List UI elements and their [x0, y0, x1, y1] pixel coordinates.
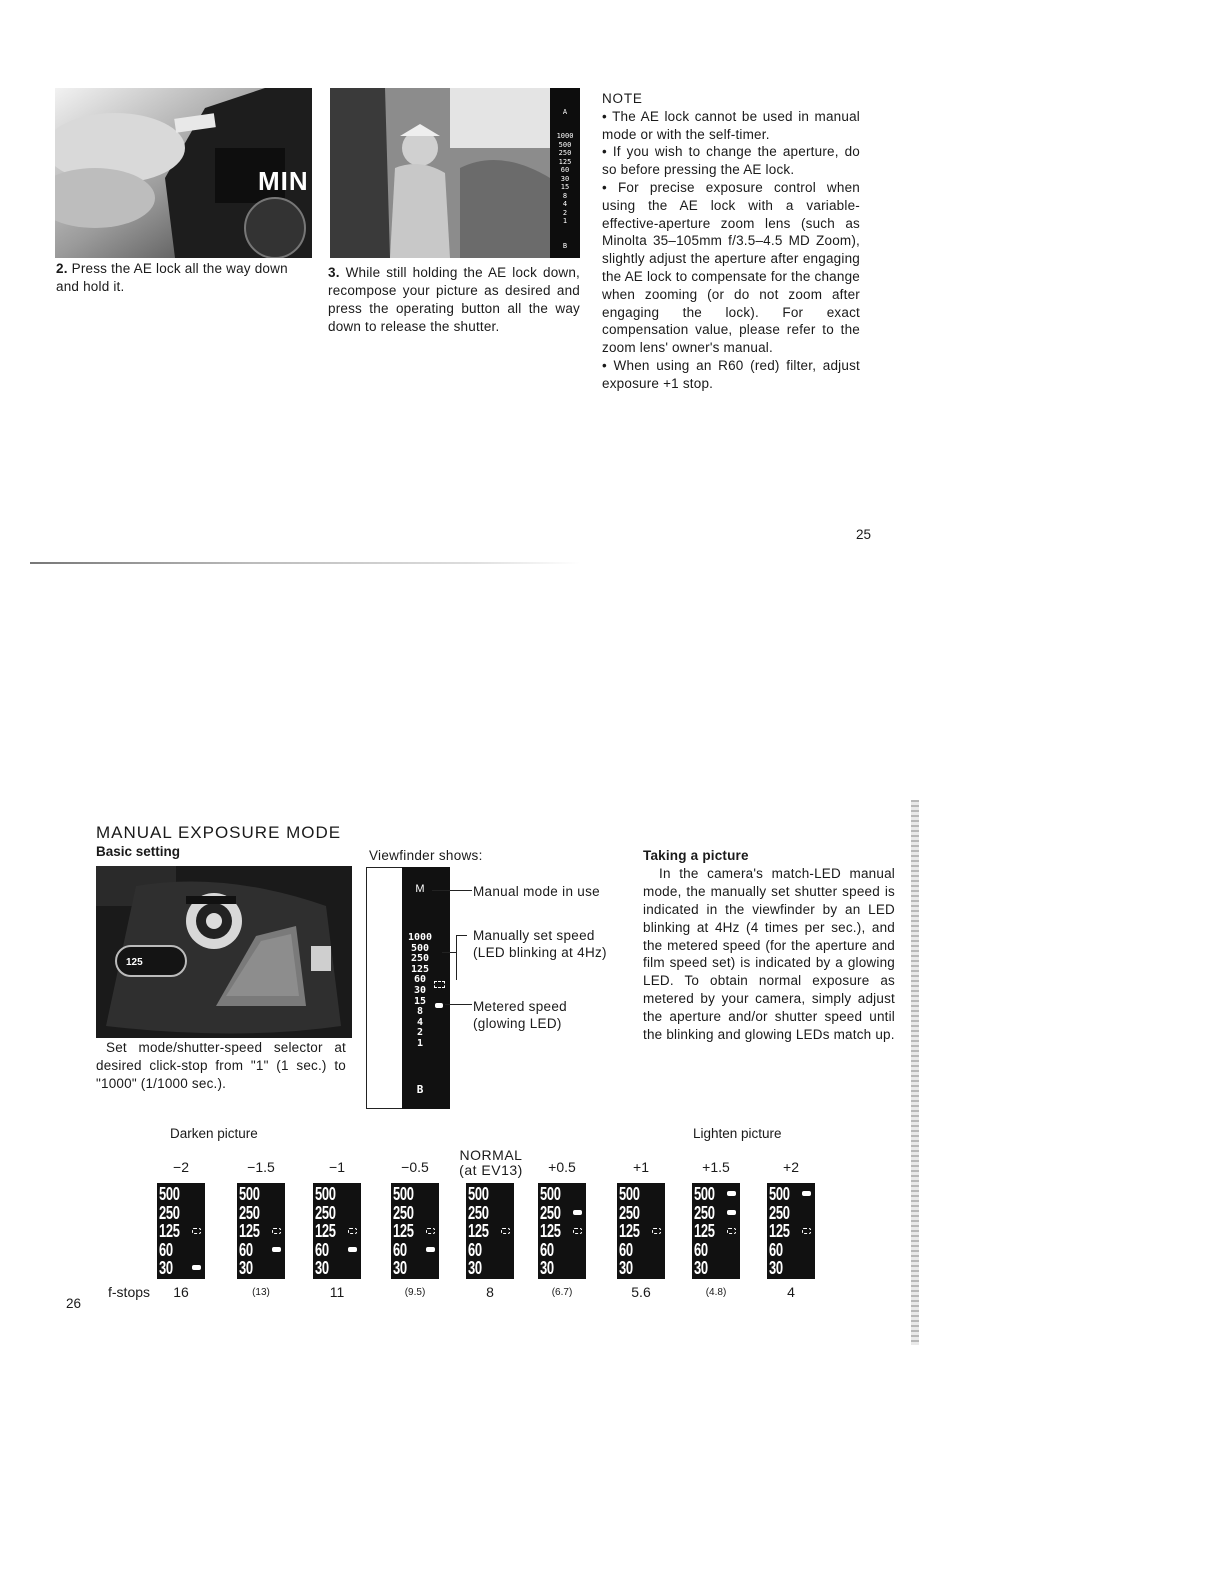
- photo-scale-value: 250: [558, 149, 572, 157]
- viewfinder-glow-led: [435, 1003, 443, 1008]
- ev-glow-led: [348, 1247, 357, 1252]
- note-item-2: • If you wish to change the aperture, do so before pressing the AE lock.: [602, 144, 860, 178]
- ev-speed-value: 500: [468, 1184, 489, 1204]
- ev-speed-value: 125: [159, 1221, 180, 1241]
- ev-speed-value: 125: [468, 1221, 489, 1241]
- lead-line-metered: [445, 1004, 472, 1005]
- ev-speed-value: 500: [393, 1184, 414, 1204]
- ev-blink-led: [272, 1228, 281, 1234]
- viewfinder-speed-value: 250: [410, 953, 430, 965]
- ev-blink-led: [802, 1228, 811, 1234]
- note-box: [602, 90, 860, 393]
- vf-label-set-speed: Manually set speed: [473, 928, 595, 943]
- photo-brand-text: MIN: [258, 166, 309, 196]
- fstop-value: (6.7): [551, 1287, 573, 1298]
- photo-camera-illustration: [96, 866, 352, 1038]
- page-number-25: 25: [856, 527, 872, 542]
- ev-viewfinder-column: [391, 1183, 439, 1279]
- vf-label-set-speed-detail: (LED blinking at 4Hz): [473, 945, 607, 960]
- ev-glow-led: [272, 1247, 281, 1252]
- photo-scale-value: 15: [560, 183, 570, 191]
- photo-scale-value: 2: [562, 208, 568, 217]
- bracket-set-speed: [456, 935, 467, 980]
- ev-speed-value: 125: [769, 1221, 790, 1241]
- normal-label-line1: NORMAL: [459, 1147, 523, 1163]
- viewfinder-mode-m: M: [415, 883, 425, 895]
- ev-blink-led: [192, 1228, 201, 1234]
- viewfinder-bulb: B: [416, 1083, 424, 1096]
- caption-step-3-number: 3.: [328, 265, 340, 280]
- ev-label: +1: [633, 1159, 649, 1175]
- page-divider: [30, 562, 580, 564]
- viewfinder-speed-value: 15: [413, 995, 427, 1007]
- scan-edge: [911, 800, 919, 1345]
- caption-step-3-text: While still holding the AE lock down, recompose your picture as desired and press the operating button all the way down to release the shutter.: [328, 265, 581, 334]
- note-item-1: • The AE lock cannot be used in manual mode or with the self-timer.: [602, 108, 860, 142]
- ev-viewfinder-column: [313, 1183, 361, 1279]
- photo-scale-value: 30: [560, 174, 570, 183]
- ev-speed-value: 125: [315, 1221, 336, 1241]
- photo-scale-value: 1: [562, 217, 568, 225]
- photo-scale-value: 500: [558, 140, 572, 149]
- ev-speed-value: 125: [619, 1221, 640, 1241]
- page-number-26: 26: [66, 1296, 82, 1311]
- ev-speed-value: 250: [159, 1202, 180, 1223]
- fstop-value: (9.5): [404, 1287, 426, 1298]
- ev-speed-value: 250: [694, 1202, 715, 1223]
- ev-speed-value: 500: [540, 1184, 561, 1204]
- photo-scale-value: 125: [558, 157, 572, 166]
- ev-viewfinder-column: [466, 1183, 514, 1279]
- viewfinder-speed-value: 500: [410, 942, 430, 954]
- ev-blink-led: [573, 1228, 582, 1234]
- basic-setting-heading: Basic setting: [96, 844, 181, 859]
- ev-speed-value: 125: [540, 1221, 561, 1241]
- note-item-3: • For precise exposure control when using the AE lock with a variable-effective-aperture zoom lens (such as Minolta 35–105mm f/3.5–4.5 MD Zoom), slightly adjust the aperture after engaging the AE lock to compensate for the change when zooming (or do not zoom after engaging the lock). For exact compensation value, please refer to the zoom lens' owner's manual.: [602, 179, 860, 356]
- ev-speed-value: 250: [540, 1202, 561, 1223]
- viewfinder-blink-led: [434, 981, 445, 988]
- fstop-value: 5.6: [631, 1284, 651, 1300]
- ev-speed-value: 60: [540, 1239, 554, 1260]
- fstop-value: 4: [787, 1284, 795, 1300]
- ev-blink-led: [652, 1228, 661, 1234]
- ev-speed-value: 30: [315, 1258, 329, 1278]
- ev-speed-value: 30: [239, 1258, 253, 1278]
- note-item-4: • When using an R60 (red) filter, adjust exposure +1 stop.: [602, 357, 860, 391]
- ev-label: +2: [783, 1159, 799, 1175]
- ev-speed-value: 500: [315, 1184, 336, 1204]
- ev-viewfinder-column: [237, 1183, 285, 1279]
- ev-speed-value: 500: [769, 1184, 790, 1204]
- ev-label: +1.5: [702, 1159, 730, 1175]
- ev-glow-led: [192, 1265, 201, 1270]
- camera-dial-label: 125: [126, 957, 143, 968]
- ev-viewfinder-column: [617, 1183, 665, 1279]
- ev-label: −0.5: [401, 1159, 429, 1175]
- caption-step-3: [328, 264, 580, 336]
- caption-step-2: [56, 260, 308, 296]
- ev-glow-led: [727, 1191, 736, 1196]
- ev-speed-value: 60: [159, 1239, 173, 1260]
- taking-picture-title: Taking a picture: [643, 848, 749, 863]
- ev-speed-value: 500: [159, 1184, 180, 1204]
- ev-speed-value: 500: [619, 1184, 640, 1204]
- viewfinder-speed-value: 4: [416, 1016, 424, 1028]
- vf-label-metered-detail: (glowing LED): [473, 1016, 562, 1031]
- photo-woman-tree: [330, 88, 580, 258]
- darken-label: Darken picture: [170, 1126, 258, 1141]
- caption-step-2-text: Press the AE lock all the way down and hold it.: [56, 261, 288, 294]
- ev-speed-value: 30: [769, 1258, 783, 1278]
- normal-label-line2: (at EV13): [459, 1162, 523, 1178]
- ev-glow-led: [727, 1210, 736, 1215]
- ev-speed-value: 500: [694, 1184, 715, 1204]
- fstop-value: (13): [252, 1287, 270, 1298]
- viewfinder-speed-value: 125: [410, 963, 430, 975]
- viewfinder-speed-value: 60: [413, 974, 427, 986]
- ev-speed-value: 60: [315, 1239, 329, 1260]
- ev-label: −1.5: [247, 1159, 275, 1175]
- ev-glow-led: [573, 1210, 582, 1215]
- ev-speed-value: 250: [619, 1202, 640, 1223]
- normal-label: [446, 1148, 536, 1178]
- lead-line-set-speed: [442, 952, 456, 953]
- ev-viewfinder-column: [157, 1183, 205, 1279]
- ev-speed-value: 125: [239, 1221, 260, 1241]
- ev-speed-value: 500: [239, 1184, 260, 1204]
- vf-label-manual: Manual mode in use: [473, 884, 600, 899]
- ev-speed-value: 30: [468, 1258, 482, 1278]
- viewfinder-speed-value: 8: [416, 1006, 424, 1018]
- ev-speed-value: 250: [393, 1202, 414, 1223]
- caption-step-2-number: 2.: [56, 261, 68, 276]
- taking-picture-block: [643, 847, 895, 1044]
- viewfinder-speed-value: 30: [413, 985, 427, 996]
- photo-scale-value: 4: [562, 200, 568, 208]
- ev-speed-value: 30: [393, 1258, 407, 1278]
- viewfinder-title: Viewfinder shows:: [369, 848, 483, 863]
- viewfinder-speed-value: 2: [416, 1027, 424, 1039]
- ev-speed-value: 30: [619, 1258, 633, 1278]
- ev-speed-value: 60: [239, 1239, 253, 1260]
- lighten-label: Lighten picture: [693, 1126, 782, 1141]
- photo-scale-value: A: [562, 108, 568, 116]
- photo-viewfinder-scale: [550, 88, 580, 258]
- photo-scale-value: B: [562, 242, 568, 250]
- ev-blink-led: [426, 1228, 435, 1234]
- ev-speed-value: 60: [393, 1239, 407, 1260]
- photo-camera-top: [96, 866, 352, 1038]
- note-title: NOTE: [602, 91, 643, 106]
- viewfinder-speed-value: 1000: [407, 932, 433, 943]
- ev-blink-led: [727, 1228, 736, 1234]
- ev-speed-value: 250: [769, 1202, 790, 1223]
- ev-speed-value: 250: [239, 1202, 260, 1223]
- ev-blink-led: [501, 1228, 510, 1234]
- section-title: MANUAL EXPOSURE MODE: [96, 823, 342, 842]
- fstops-label: f-stops: [108, 1284, 151, 1300]
- ev-glow-led: [802, 1191, 811, 1196]
- ev-viewfinder-column: [538, 1183, 586, 1279]
- vf-label-metered: Metered speed: [473, 999, 567, 1014]
- lead-line-manual: [432, 890, 472, 891]
- ev-blink-led: [348, 1228, 357, 1234]
- ev-viewfinder-column: [767, 1183, 815, 1279]
- ev-speed-value: 30: [159, 1258, 173, 1278]
- photo-hand-ae-lock: [55, 88, 312, 258]
- fstop-value: 8: [486, 1284, 494, 1300]
- ev-speed-value: 30: [540, 1258, 554, 1278]
- ev-speed-value: 250: [468, 1202, 489, 1223]
- fstop-value: 11: [329, 1284, 345, 1300]
- ev-glow-led: [426, 1247, 435, 1252]
- ev-speed-value: 60: [468, 1239, 482, 1260]
- viewfinder-display: [402, 867, 450, 1109]
- photo-woman-illustration: [330, 88, 580, 258]
- ev-label: −2: [173, 1159, 189, 1175]
- photo-scale-value: 60: [560, 166, 570, 174]
- ev-speed-value: 60: [619, 1239, 633, 1260]
- fstop-value: (4.8): [705, 1287, 727, 1298]
- fstop-value: 16: [173, 1284, 189, 1300]
- taking-picture-text: In the camera's match-LED manual mode, the manually set shutter speed is indicated in the viewfinder by an LED blinking at 4Hz (4 times per sec.), and the metered speed (for the aperture and film speed set) is indicated by a glowing LED. To obtain normal exposure as metered by your camera, simply adjust the aperture and/or shutter speed until the blinking and glowing LEDs match up.: [643, 865, 895, 1043]
- ev-speed-value: 30: [694, 1258, 708, 1278]
- photo-viewfinder-strip: [550, 88, 580, 258]
- basic-setting-caption: Set mode/shutter-speed selector at desired click-stop from "1" (1 sec.) to "1000" (1/1000 sec.).: [96, 1040, 346, 1091]
- viewfinder-speed-value: 1: [416, 1038, 424, 1049]
- ev-label: +0.5: [548, 1159, 576, 1175]
- ev-viewfinder-column: [692, 1183, 740, 1279]
- ev-speed-value: 60: [769, 1239, 783, 1260]
- ev-speed-value: 250: [315, 1202, 336, 1223]
- photo-scale-value: 1000: [556, 132, 574, 140]
- ev-speed-value: 125: [694, 1221, 715, 1241]
- photo-scale-value: 8: [562, 191, 568, 200]
- ev-label: −1: [329, 1159, 345, 1175]
- ev-speed-value: 125: [393, 1221, 414, 1241]
- ev-speed-value: 60: [694, 1239, 708, 1260]
